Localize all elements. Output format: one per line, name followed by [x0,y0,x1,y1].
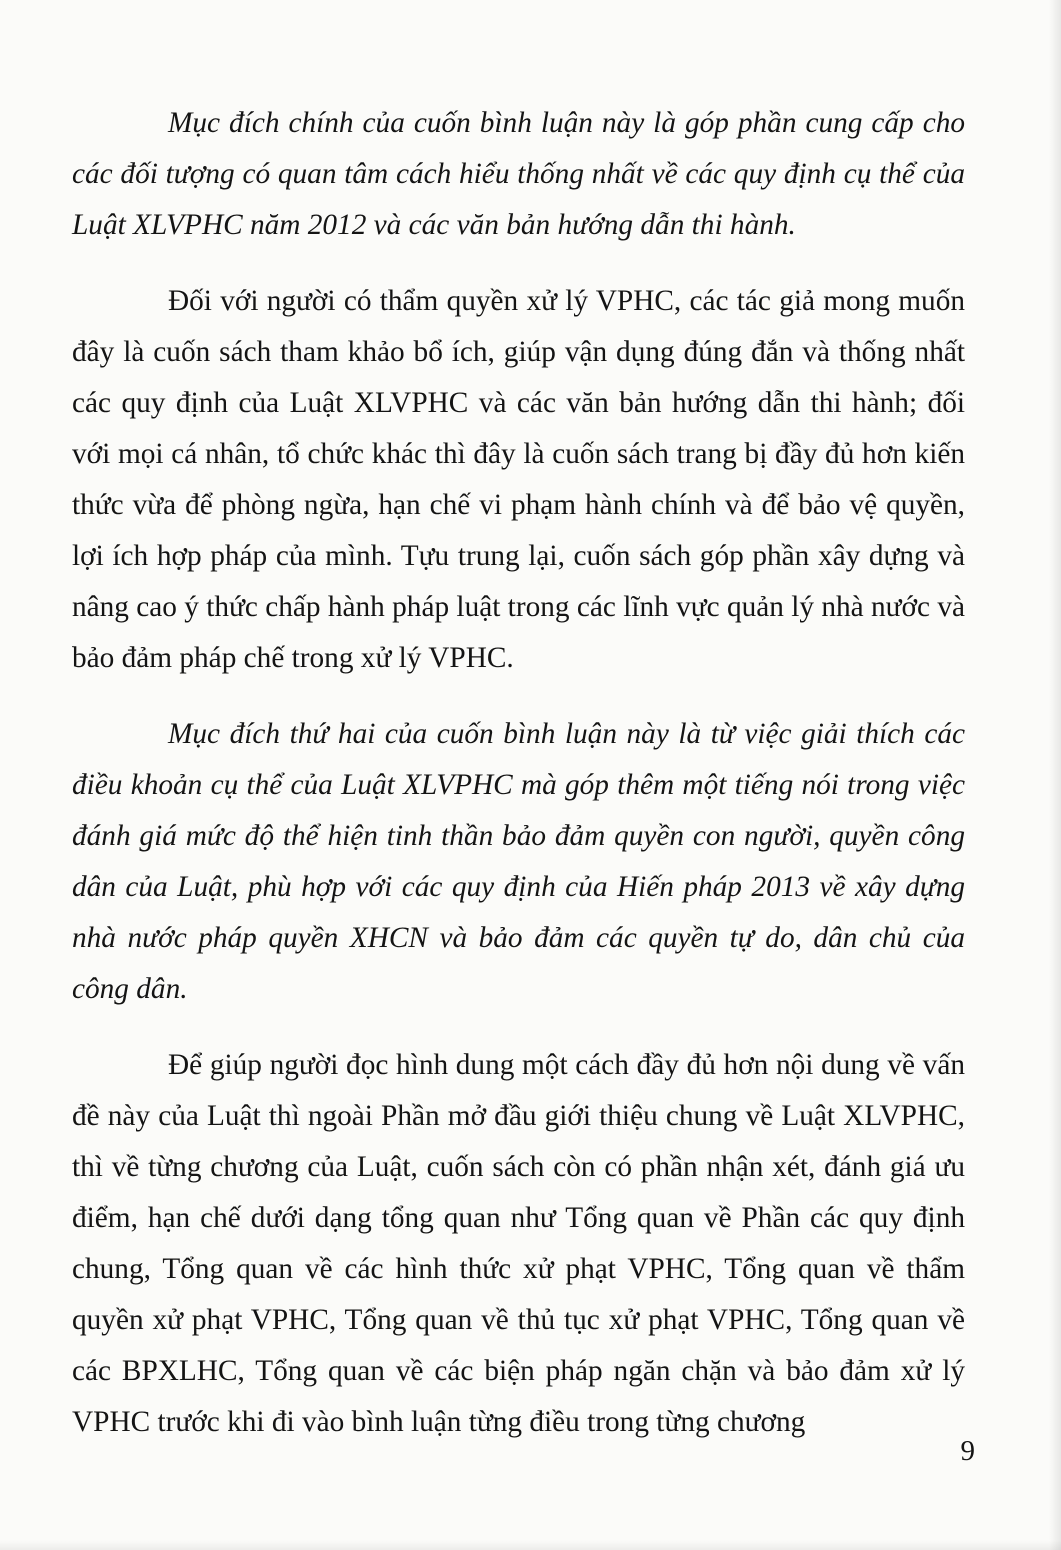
paragraph-for-authorities: Đối với người có thẩm quyền xử lý VPHC, các tác giả mong muốn đây là cuốn sách tham khảo bổ ích, giúp vận dụng đúng đắn và thống nhất các quy định của Luật XLVPHC và các văn bản hướng dẫn thi hành; đối với mọi cá nhân, tổ chức khác thì đây là cuốn sách trang bị đầy đủ hơn kiến thức vừa để phòng ngừa, hạn chế vi phạm hành chính và để bảo vệ quyền, lợi ích hợp pháp của mình. Tựu trung lại, cuốn sách góp phần xây dựng và nâng cao ý thức chấp hành pháp luật trong các lĩnh vực quản lý nhà nước và bảo đảm pháp chế trong xử lý VPHC. [72,285,965,674]
paragraph-book-structure: Để giúp người đọc hình dung một cách đầy đủ hơn nội dung về vấn đề này của Luật thì ngoài Phần mở đầu giới thiệu chung về Luật XLVPHC, thì về từng chương của Luật, cuốn sách còn có phần nhận xét, đánh giá ưu điểm, hạn chế dưới dạng tổng quan như Tổng quan về Phần các quy định chung, Tổng quan về các hình thức xử phạt VPHC, Tổng quan về thẩm quyền xử phạt VPHC, Tổng quan về thủ tục xử phạt VPHC, Tổng quan về các BPXLHC, Tổng quan về các biện pháp ngăn chặn và bảo đảm xử lý VPHC trước khi đi vào bình luận từng điều trong từng chương [72,1049,965,1438]
paragraph-main-purpose: Mục đích chính của cuốn bình luận này là góp phần cung cấp cho các đối tượng có quan tâm cách hiểu thống nhất về các quy định cụ thể của Luật XLVPHC năm 2012 và các văn bản hướng dẫn thi hành. [72,107,965,241]
page-edge-shadow [1049,0,1061,1550]
page-bottom-edge [0,1540,1061,1550]
book-page-text [72,98,965,1448]
paragraph-second-purpose: Mục đích thứ hai của cuốn bình luận này là từ việc giải thích các điều khoản cụ thể của Luật XLVPHC mà góp thêm một tiếng nói trong việc đánh giá mức độ thể hiện tinh thần bảo đảm quyền con người, quyền công dân của Luật, phù hợp với các quy định của Hiến pháp 2013 về xây dựng nhà nước pháp quyền XHCN và bảo đảm các quyền tự do, dân chủ của công dân. [72,718,965,1005]
page-number: 9 [960,1435,975,1467]
